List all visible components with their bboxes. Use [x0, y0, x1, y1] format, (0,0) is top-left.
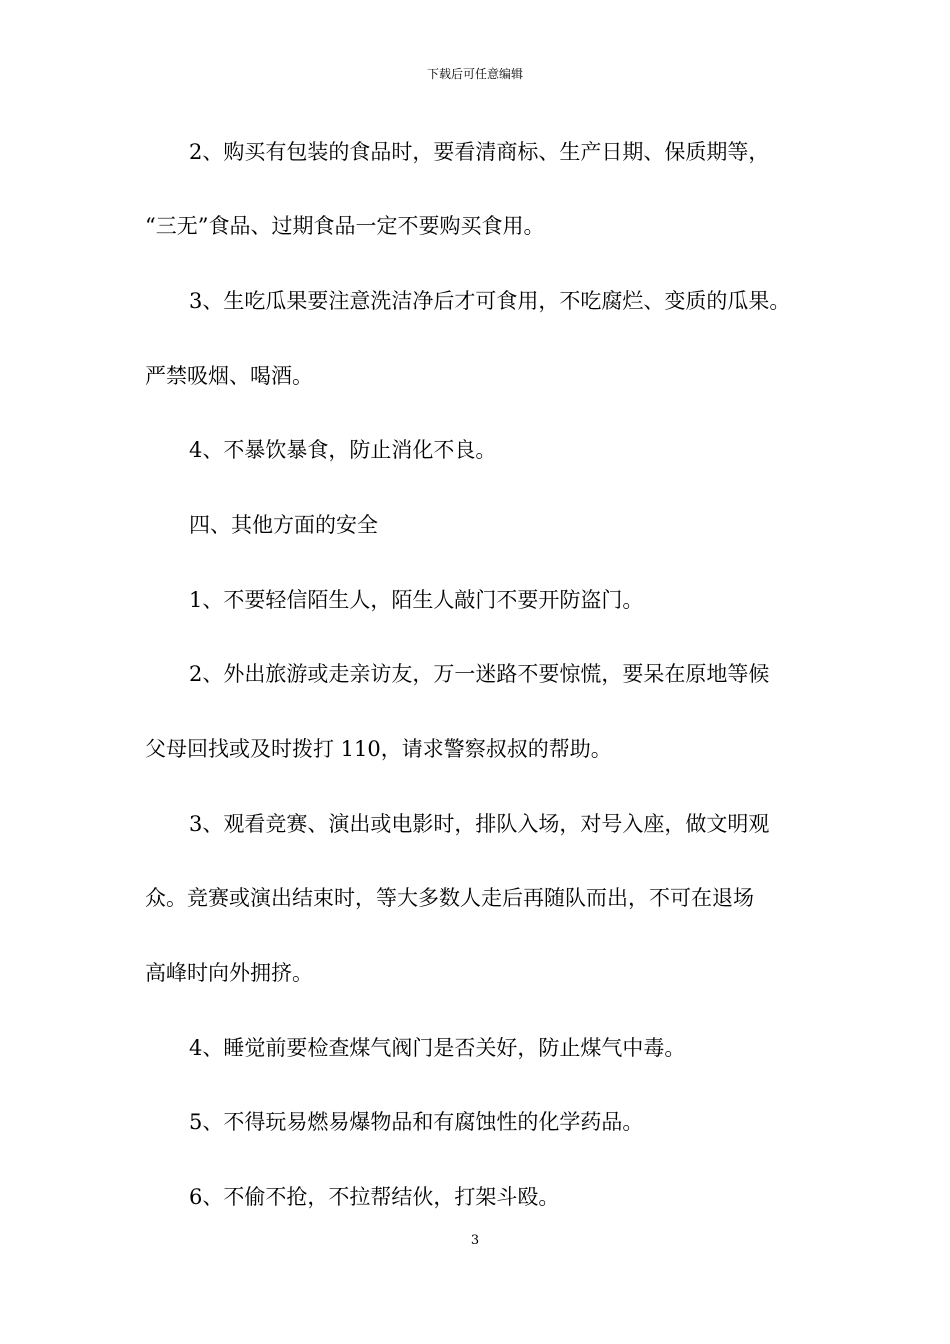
text-line-gas-valve: 4、睡觉前要检查煤气阀门是否关好，防止煤气中毒。: [189, 1036, 686, 1060]
section-heading-other-safety: 四、其他方面的安全: [189, 513, 378, 537]
text-line-three-no-foods: “三无”食品、过期食品一定不要购买食用。: [145, 214, 545, 238]
text-line-no-fighting: 6、不偷不抢，不拉帮结伙，打架斗殴。: [189, 1185, 560, 1209]
text-line-no-overeating: 4、不暴饮暴食，防止消化不良。: [189, 438, 497, 462]
text-line-food-packaging: 2、购买有包装的食品时，要看清商标、生产日期、保质期等，: [189, 140, 770, 164]
text-line-fruit-washing: 3、生吃瓜果要注意洗洁净后才可食用，不吃腐烂、变质的瓜果。: [189, 289, 791, 313]
download-edit-note: 下载后可任意编辑: [426, 67, 523, 81]
page-number: 3: [470, 1233, 480, 1248]
text-line-no-crowding: 高峰时向外拥挤。: [145, 961, 313, 985]
text-line-audience-entry: 3、观看竞赛、演出或电影时，排队入场，对号入座，做文明观: [189, 812, 770, 836]
text-line-hazardous-items: 5、不得玩易燃易爆物品和有腐蚀性的化学药品。: [189, 1110, 644, 1134]
text-line-no-smoking-drinking: 严禁吸烟、喝酒。: [145, 364, 313, 388]
text-line-strangers: 1、不要轻信陌生人，陌生人敲门不要开防盗门。: [189, 588, 644, 612]
text-line-call-police: 父母回找或及时拨打 110，请求警察叔叔的帮助。: [145, 737, 612, 761]
text-line-lost-outing: 2、外出旅游或走亲访友，万一迷路不要惊慌，要呆在原地等候: [189, 662, 770, 686]
text-line-audience-exit: 众。竞赛或演出结束时，等大多数人走后再随队而出，不可在退场: [145, 886, 754, 910]
